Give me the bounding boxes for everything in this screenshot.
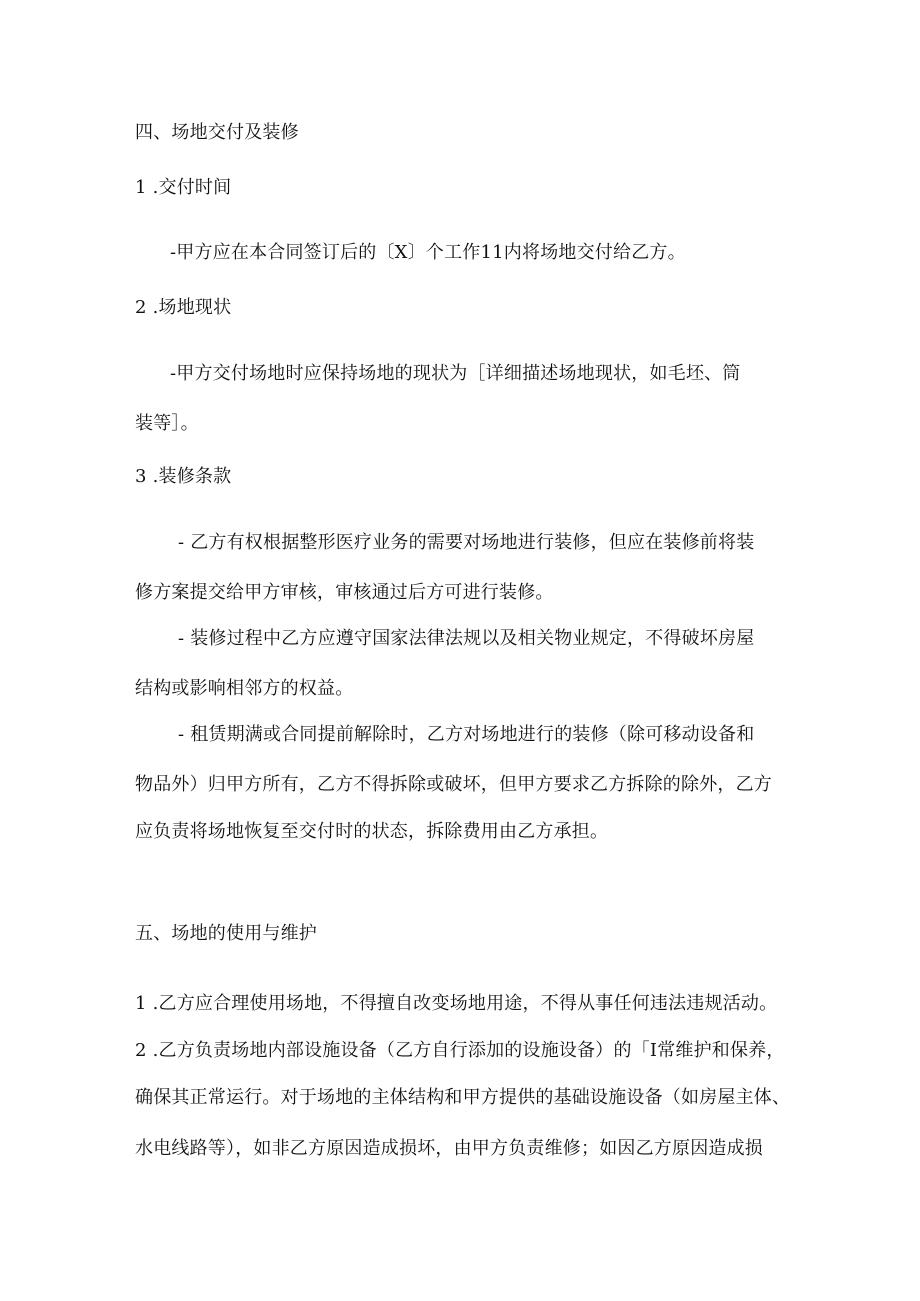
section-5-item-2-line-1: 2 .乙方负责场地内部设施设备（乙方自行添加的设施设备）的「I常维护和保养， (135, 1040, 785, 1061)
section-4-item-2-line-2: 装等］。 (135, 413, 199, 434)
section-5-heading: 五、场地的使用与维护 (135, 923, 317, 944)
section-4-item-2-line-1: -甲方交付场地时应保持场地的现状为［详细描述场地现状，如毛坯、筒 (170, 363, 741, 384)
section-5-item-2-line-2: 确保其正常运行。对于场地的主体结构和甲方提供的基础设施设备（如房屋主体、 (135, 1087, 791, 1108)
section-5-item-1: 1 .乙方应合理使用场地，不得擅自改变场地用途，不得从事任何违法违规活动。 (135, 993, 778, 1014)
section-4-item-3-p2-line-2: 结构或影响相邻方的权益。 (135, 678, 354, 699)
section-4-item-3-p3-line-1: - 租赁期满或合同提前解除时，乙方对场地进行的装修（除可移动设备和 (178, 724, 755, 745)
section-4-item-3-p1-line-1: - 乙方有权根据整形医疗业务的需要对场地进行装修，但应在装修前将装 (178, 532, 755, 553)
section-4-item-3-p3-line-2: 物品外）归甲方所有，乙方不得拆除或破坏，但甲方要求乙方拆除的除外，乙方 (135, 774, 772, 795)
section-4-heading: 四、场地交付及装修 (135, 122, 299, 143)
section-4-item-2-title: 2 .场地现状 (135, 297, 232, 318)
section-5-item-2-line-3: 水电线路等），如非乙方原因造成损坏，由甲方负责维修；如因乙方原因造成损 (135, 1138, 763, 1159)
section-4-item-1-title: 1 .交付时间 (135, 177, 232, 198)
section-4-item-3-p1-line-2: 修方案提交给甲方审核，审核通过后方可进行装修。 (135, 582, 554, 603)
section-4-item-1-line-1: -甲方应在本合同签订后的〔X〕个工作11内将场地交付给乙方。 (170, 242, 686, 263)
section-4-item-3-p2-line-1: - 装修过程中乙方应遵守国家法律法规以及相关物业规定，不得破坏房屋 (178, 628, 755, 649)
section-4-item-3-title: 3 .装修条款 (135, 466, 232, 487)
section-4-item-3-p3-line-3: 应负责将场地恢复至交付时的状态，拆除费用由乙方承担。 (135, 821, 609, 842)
